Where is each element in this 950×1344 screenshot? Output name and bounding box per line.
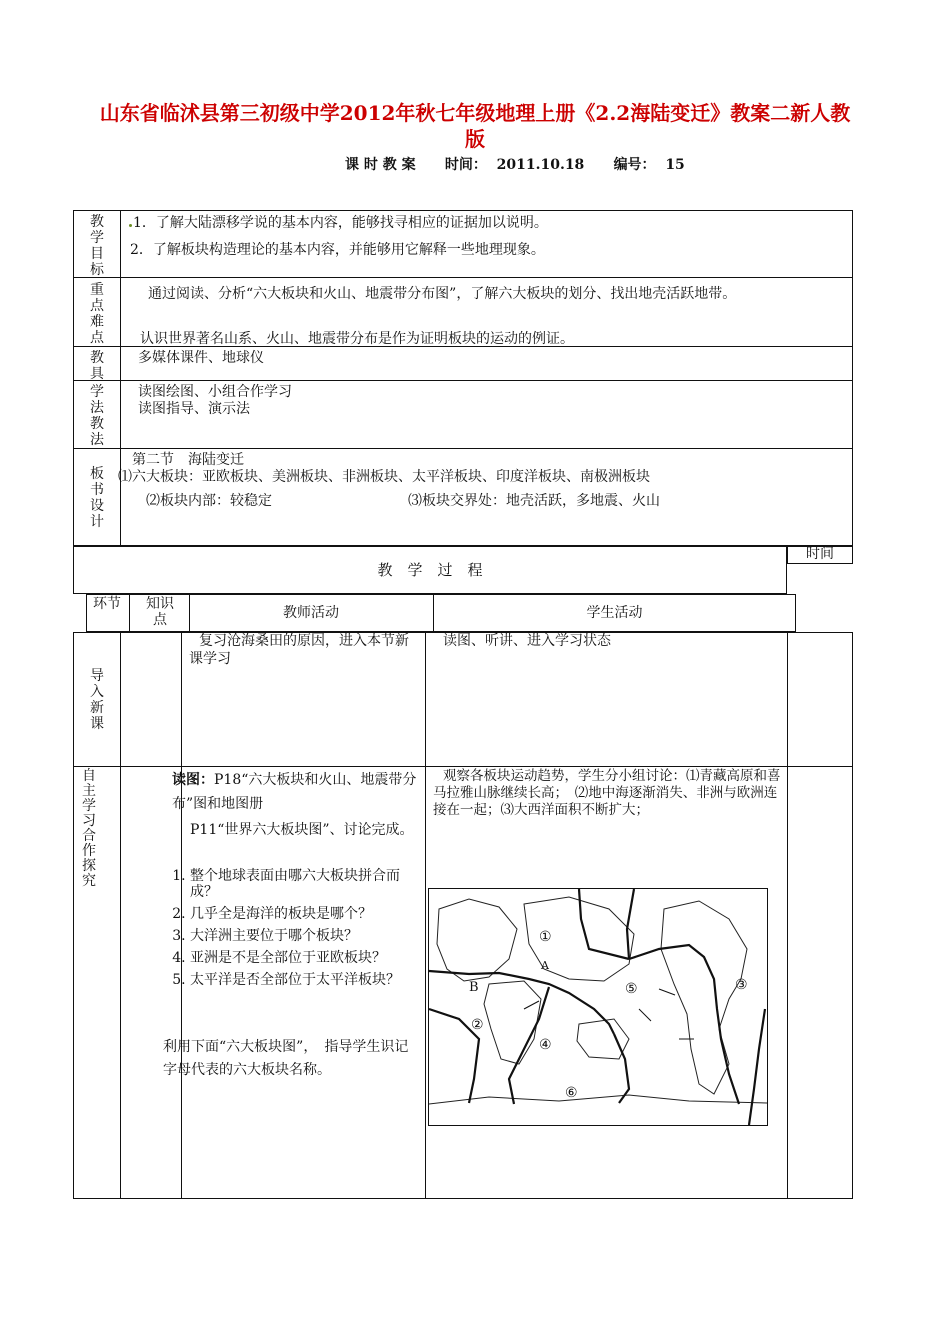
teacher-read-map bbox=[172, 768, 422, 816]
map-label-3: ③ bbox=[735, 977, 748, 993]
map-label-2: ② bbox=[471, 1017, 484, 1033]
method-2: 读图指导、演示法 bbox=[138, 401, 250, 417]
read-map-label: 读图： bbox=[172, 772, 214, 788]
number-label: 编号： bbox=[613, 157, 656, 173]
map-label-a: A bbox=[541, 959, 549, 972]
read-map-text: P18“六大板块和火山、地震带分布”图和地图册 bbox=[172, 772, 417, 812]
lesson-meta bbox=[345, 154, 685, 174]
label-teaching-aids: 教具 bbox=[90, 350, 104, 382]
board-line-3: ⑶板块交界处：地壳活跃，多地震、火山 bbox=[408, 493, 660, 509]
map-label-4: ④ bbox=[539, 1037, 552, 1053]
question-item: 5. 太平洋是否全部位于太平洋板块？ bbox=[190, 972, 422, 988]
goal-1: 1．了解大陆漂移学说的基本内容，能够找寻相应的证据加以说明。 bbox=[128, 214, 548, 232]
col-header-section: 环节 bbox=[93, 596, 121, 612]
teaching-aids: 多媒体课件、地球仪 bbox=[138, 350, 264, 366]
map-label-6: ⑥ bbox=[565, 1085, 578, 1101]
map-label-1: ① bbox=[539, 929, 552, 945]
label-teaching-goals: 教学目标 bbox=[90, 214, 104, 278]
map-label-b: B bbox=[469, 980, 479, 995]
map-label-5: ⑤ bbox=[625, 981, 638, 997]
student-discussion: 观察各板块运动趋势，学生分小组讨论：⑴青藏高原和喜马拉雅山脉继续长高； ⑵地中海逐渐消失、非洲与欧洲连接在一起；⑶大西洋面积不断扩大； bbox=[433, 768, 781, 818]
goal-2: 2．了解板块构造理论的基本内容，并能够用它解释一些地理现象。 bbox=[130, 242, 545, 258]
board-line-2: ⑵板块内部：较稳定 bbox=[146, 493, 272, 509]
teacher-intro: 复习沧海桑田的原因，进入本节新课学习 bbox=[189, 633, 409, 667]
label-methods: 学法教法 bbox=[90, 384, 104, 448]
document-title: 山东省临沭县第三初级中学2012年秋七年级地理上册《2.2海陆变迁》教案二新人教版 bbox=[99, 101, 851, 151]
question-list bbox=[160, 868, 422, 994]
time-header: 时间 bbox=[806, 546, 834, 562]
meta-label: 课 时 教 案 bbox=[345, 157, 416, 173]
time-value: 2011.10.18 bbox=[496, 157, 585, 173]
question-item: 2. 几乎全是海洋的板块是哪个？ bbox=[190, 906, 422, 922]
col-header-teacher: 教师活动 bbox=[283, 605, 339, 621]
student-intro: 读图、听讲、进入学习状态 bbox=[443, 633, 611, 649]
time-label: 时间： bbox=[444, 157, 487, 173]
number-value: 15 bbox=[665, 157, 685, 173]
six-plates-map bbox=[428, 888, 768, 1126]
board-heading: 第二节 海陆变迁 bbox=[132, 452, 244, 468]
section-intro: 导入新课 bbox=[90, 668, 104, 732]
col-header-knowledge: 知识点 bbox=[146, 596, 174, 628]
question-item: 3. 大洋洲主要位于哪个板块？ bbox=[190, 928, 422, 944]
board-line-1: ⑴六大板块：亚欧板块、美洲板块、非洲板块、太平洋板块、印度洋板块、南极洲板块 bbox=[118, 469, 650, 485]
label-key-points: 重点难点 bbox=[90, 282, 104, 346]
section-explore: 自主学习合作探究 bbox=[82, 768, 96, 889]
plate-map-svg bbox=[429, 889, 767, 1125]
process-title: 教 学 过 程 bbox=[377, 561, 483, 579]
question-item: 4. 亚洲是不是全部位于亚欧板块？ bbox=[190, 950, 422, 966]
question-item: 1. 整个地球表面由哪六大板块拼合而成？ bbox=[190, 868, 422, 900]
key-point-2: 认识世界著名山系、火山、地震带分布是作为证明板块的运动的例证。 bbox=[140, 331, 574, 347]
col-header-student: 学生活动 bbox=[586, 605, 643, 621]
method-1: 读图绘图、小组合作学习 bbox=[138, 384, 292, 400]
teacher-guide: 利用下面“六大板块图”， 指导学生识记字母代表的六大板块名称。 bbox=[163, 1039, 409, 1078]
label-board-design: 板书设计 bbox=[90, 466, 104, 530]
teacher-read-map-2: P11“世界六大板块图”、讨论完成。 bbox=[190, 822, 414, 838]
key-point-1: 通过阅读、分析“六大板块和火山、地震带分布图”，了解六大板块的划分、找出地壳活跃地带。 bbox=[148, 286, 737, 302]
